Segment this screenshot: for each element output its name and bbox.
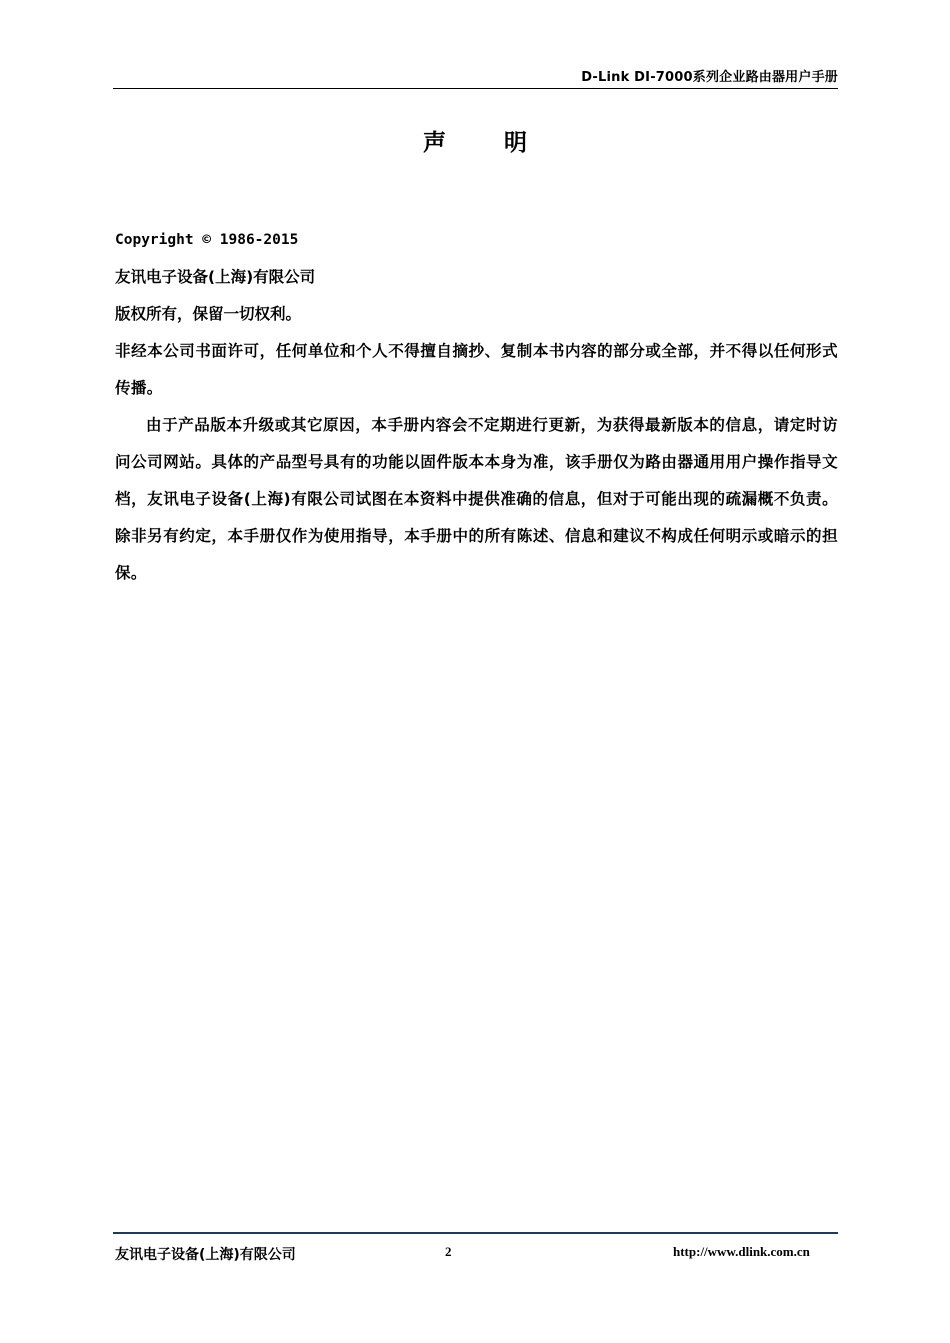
document-body [115,222,838,592]
page-number: 2 [445,1244,452,1259]
footer-divider [113,1232,838,1234]
rights-statement: 版权所有，保留一切权利。 [115,305,302,323]
header-divider [113,88,838,89]
footer-company: 友讯电子设备(上海)有限公司 [115,1247,296,1263]
copyright-line: Copyright © 1986-2015 [115,232,299,248]
company-name: 友讯电子设备(上海)有限公司 [115,268,316,286]
footer-url-link[interactable]: http://www.dlink.com.cn [673,1244,810,1259]
reproduction-notice: 非经本公司书面许可，任何单位和个人不得擅自摘抄、复制本书内容的部分或全部，并不得以任何形式传播。 [115,342,838,397]
running-header: D-Link DI-7000系列企业路由器用户手册 [581,70,838,85]
disclaimer-paragraph: 由于产品版本升级或其它原因，本手册内容会不定期进行更新，为获得最新版本的信息，请定时访问公司网站。具体的产品型号具有的功能以固件版本本身为准，该手册仅为路由器通用用户操作指导文档，友讯电子设备(上海)有限公司试图在本资料中提供准确的信息，但对于可能出现的疏漏概不负责。除非另有约定，本手册仅作为使用指导，本手册中的所有陈述、信息和建议不构成任何明示或暗示的担保。 [115,416,838,582]
page-title: 声明 [423,130,585,156]
